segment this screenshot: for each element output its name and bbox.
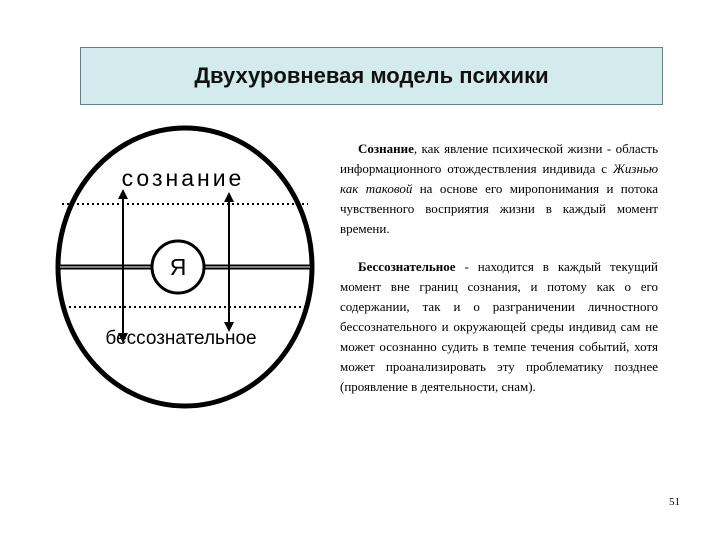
page-number: 51 xyxy=(669,496,680,508)
consciousness-text-b: на основе его миропонимания и потока чувственного восприятия жизни в каждый момент времени. xyxy=(340,181,658,236)
upper-label: сознание xyxy=(121,165,245,191)
consciousness-text-a: , как явление психической жизни - область информационного отождествления индивида с xyxy=(340,141,658,176)
title-banner xyxy=(80,47,663,105)
consciousness-paragraph xyxy=(340,139,658,239)
psyche-model-diagram xyxy=(48,122,318,412)
slide-title: Двухуровневая модель психики xyxy=(194,63,549,88)
unconscious-term: Бессознательное xyxy=(358,259,456,274)
self-label: Я xyxy=(169,254,187,280)
consciousness-term: Сознание xyxy=(358,141,414,156)
consciousness-italic: Жизнью как таковой xyxy=(340,161,658,196)
unconscious-text: - находится в каждый текущий момент вне границ сознания, и потому как о его содержании, так и о разграничении личностного бессознательного и окружающей среды индивид сам не может осознанно судить в темпе течения событий, хотя может проанализировать эту проблематику позднее (проявление в деятельности, снам). xyxy=(340,259,658,394)
lower-label: бессознательное xyxy=(105,328,257,349)
unconscious-paragraph xyxy=(340,257,658,397)
